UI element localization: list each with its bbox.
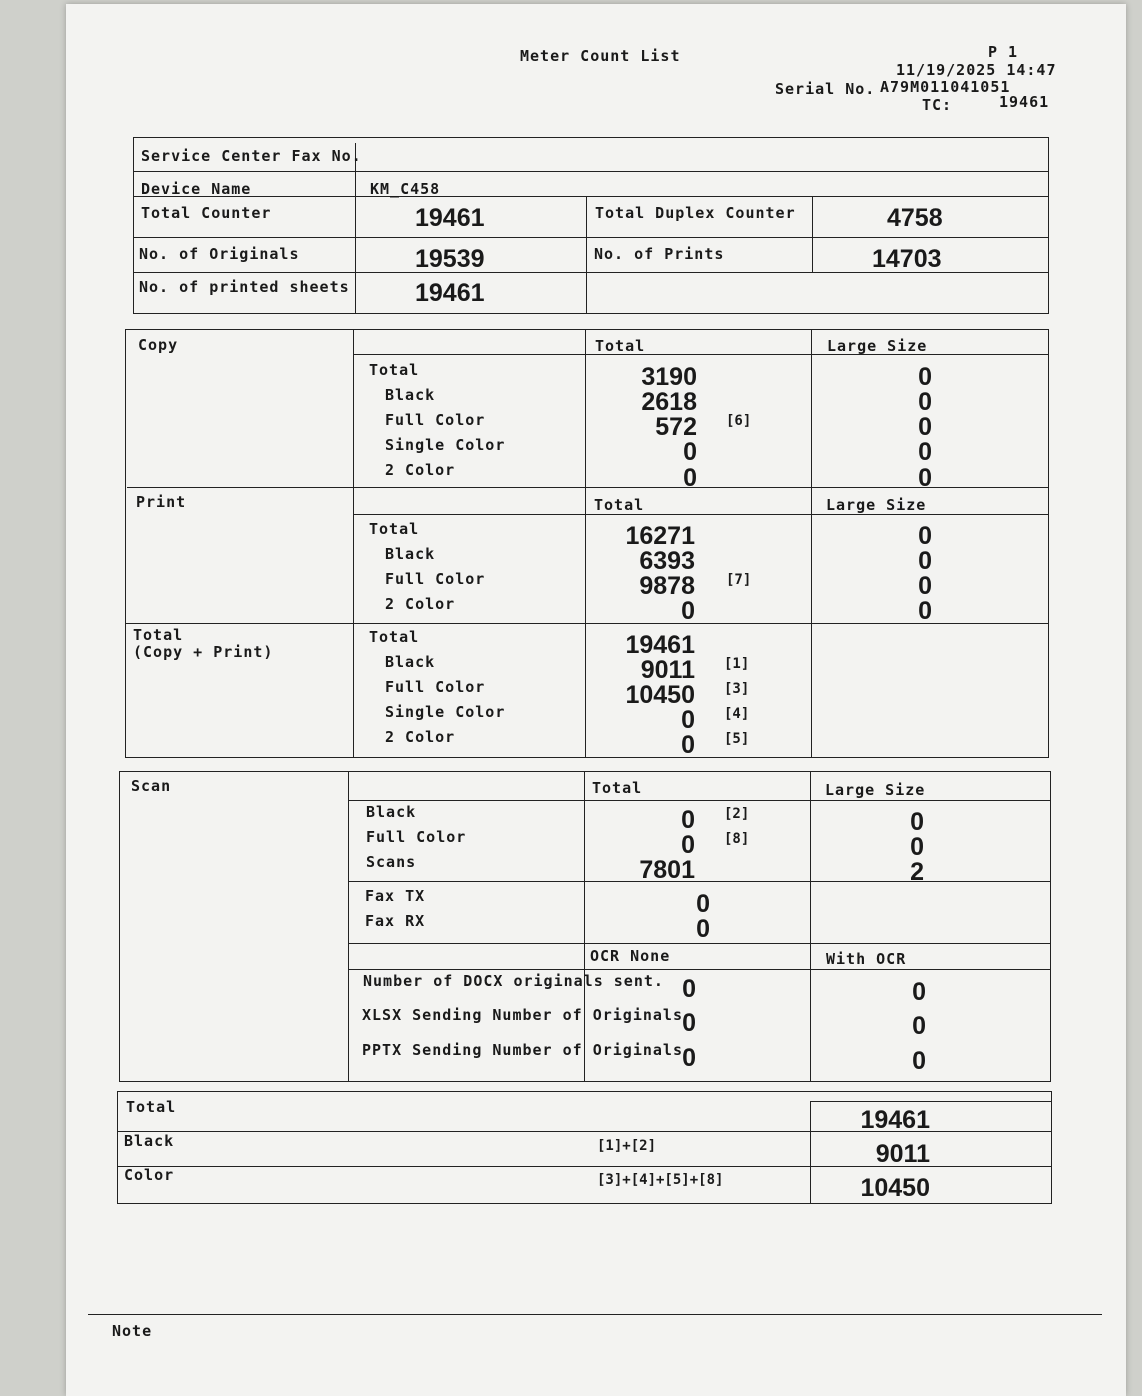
summary-black-label: Black bbox=[124, 1132, 175, 1150]
copy-print-total-value: 0 bbox=[681, 706, 695, 734]
duplex-counter-value: 4758 bbox=[887, 204, 943, 232]
print-col-large: Large Size bbox=[826, 496, 927, 514]
fax-number-label: Service Center Fax No. bbox=[141, 147, 362, 165]
copy-print-total-value: 0 bbox=[681, 731, 695, 759]
with-ocr-header: With OCR bbox=[826, 950, 907, 968]
print-total-value: 0 bbox=[681, 597, 695, 625]
copy-print-ref: [4] bbox=[724, 706, 750, 722]
scan-total-value: 7801 bbox=[639, 856, 695, 884]
scan-row-label: Full Color bbox=[366, 828, 467, 846]
device-name-value: KM_C458 bbox=[370, 180, 441, 198]
print-total-value: 9878 bbox=[639, 572, 695, 600]
printed-sheets-label: No. of printed sheets bbox=[139, 278, 350, 296]
scan-row-label: Scans bbox=[366, 853, 417, 871]
scan-large-value: 0 bbox=[910, 808, 924, 836]
copy-row-label: Total bbox=[369, 361, 420, 379]
print-large-value: 0 bbox=[918, 597, 932, 625]
print-total-value: 6393 bbox=[639, 547, 695, 575]
ocr-none-value: 0 bbox=[682, 975, 696, 1003]
device-name-label: Device Name bbox=[141, 180, 252, 198]
serial-label: Serial No. bbox=[775, 80, 876, 98]
ocr-none-value: 0 bbox=[682, 1044, 696, 1072]
scan-total-value: 0 bbox=[681, 806, 695, 834]
scan-section-label: Scan bbox=[131, 777, 172, 795]
scan-large-value: 2 bbox=[910, 858, 924, 886]
page-number: P 1 bbox=[988, 43, 1019, 61]
total-counter-value: 19461 bbox=[415, 204, 485, 232]
tc-value: 19461 bbox=[999, 93, 1050, 111]
copy-col-total: Total bbox=[595, 337, 646, 355]
total-counter-label: Total Counter bbox=[141, 204, 272, 222]
print-col-total: Total bbox=[594, 496, 645, 514]
print-row-label: Black bbox=[385, 545, 436, 563]
copy-total-value: 2618 bbox=[641, 388, 697, 416]
copy-print-ref: [1] bbox=[724, 656, 750, 672]
with-ocr-value: 0 bbox=[912, 1047, 926, 1075]
summary-total-label: Total bbox=[126, 1098, 177, 1116]
copy-ref: [6] bbox=[726, 413, 752, 429]
copy-print-ref: [3] bbox=[724, 681, 750, 697]
serial-number: A79M011041051 bbox=[880, 78, 1011, 96]
copy-print-section-sublabel: (Copy + Print) bbox=[133, 643, 274, 661]
summary-color-label: Color bbox=[124, 1166, 175, 1184]
copy-large-value: 0 bbox=[918, 388, 932, 416]
scan-total-value: 0 bbox=[681, 831, 695, 859]
summary-total-value: 19461 bbox=[860, 1106, 930, 1134]
copy-row-label: Single Color bbox=[385, 436, 506, 454]
print-total-value: 16271 bbox=[625, 522, 695, 550]
scan-col-large: Large Size bbox=[825, 781, 926, 799]
note-label: Note bbox=[112, 1322, 153, 1340]
printed-sheets-value: 19461 bbox=[415, 279, 485, 307]
ocr-none-value: 0 bbox=[682, 1009, 696, 1037]
print-row-label: Full Color bbox=[385, 570, 486, 588]
copy-row-label: 2 Color bbox=[385, 461, 456, 479]
copy-total-value: 0 bbox=[683, 438, 697, 466]
copy-print-row-label: Total bbox=[369, 628, 420, 646]
fax-rx-value: 0 bbox=[696, 915, 710, 943]
copy-print-row-label: Single Color bbox=[385, 703, 506, 721]
copy-large-value: 0 bbox=[918, 413, 932, 441]
print-row-label: Total bbox=[369, 520, 420, 538]
copy-large-value: 0 bbox=[918, 363, 932, 391]
note-divider bbox=[88, 1314, 1102, 1315]
print-large-value: 0 bbox=[918, 547, 932, 575]
copy-print-total-value: 10450 bbox=[625, 681, 695, 709]
copy-large-value: 0 bbox=[918, 438, 932, 466]
with-ocr-value: 0 bbox=[912, 978, 926, 1006]
copy-row-label: Black bbox=[385, 386, 436, 404]
summary-color-formula: [3]+[4]+[5]+[8] bbox=[597, 1172, 724, 1188]
prints-label: No. of Prints bbox=[594, 245, 725, 263]
ocr-none-header: OCR None bbox=[590, 947, 671, 965]
copy-col-large: Large Size bbox=[827, 337, 928, 355]
summary-black-formula: [1]+[2] bbox=[597, 1138, 657, 1154]
copy-print-row-label: Full Color bbox=[385, 678, 486, 696]
ocr-row-label: Number of DOCX originals sent. bbox=[363, 972, 664, 990]
copy-row-label: Full Color bbox=[385, 411, 486, 429]
ocr-row-label: PPTX Sending Number of Originals bbox=[362, 1041, 683, 1059]
copy-print-ref: [5] bbox=[724, 731, 750, 747]
originals-label: No. of Originals bbox=[139, 245, 300, 263]
print-row-label: 2 Color bbox=[385, 595, 456, 613]
fax-tx-label: Fax TX bbox=[365, 887, 426, 905]
ocr-row-label: XLSX Sending Number of Originals bbox=[362, 1006, 683, 1024]
print-datetime: 11/19/2025 14:47 bbox=[896, 61, 1057, 79]
copy-print-section-label: Total bbox=[133, 626, 184, 644]
prints-value: 14703 bbox=[872, 245, 942, 273]
scan-ref: [2] bbox=[724, 806, 750, 822]
fax-rx-label: Fax RX bbox=[365, 912, 426, 930]
copy-print-total-value: 9011 bbox=[640, 656, 695, 684]
duplex-counter-label: Total Duplex Counter bbox=[595, 204, 796, 222]
copy-total-value: 572 bbox=[655, 413, 697, 441]
copy-section-label: Copy bbox=[138, 336, 179, 354]
copy-print-total-value: 19461 bbox=[625, 631, 695, 659]
scan-ref: [8] bbox=[724, 831, 750, 847]
scan-col-total: Total bbox=[592, 779, 643, 797]
copy-total-value: 3190 bbox=[641, 363, 697, 391]
print-section-label: Print bbox=[136, 493, 187, 511]
scan-large-value: 0 bbox=[910, 833, 924, 861]
print-large-value: 0 bbox=[918, 522, 932, 550]
copy-total-value: 0 bbox=[683, 464, 697, 492]
fax-tx-value: 0 bbox=[696, 890, 710, 918]
scan-row-label: Black bbox=[366, 803, 417, 821]
with-ocr-value: 0 bbox=[912, 1012, 926, 1040]
copy-large-value: 0 bbox=[918, 464, 932, 492]
summary-color-value: 10450 bbox=[860, 1174, 930, 1202]
copy-print-row-label: 2 Color bbox=[385, 728, 456, 746]
print-large-value: 0 bbox=[918, 572, 932, 600]
page-title: Meter Count List bbox=[520, 47, 681, 65]
originals-value: 19539 bbox=[415, 245, 485, 273]
print-ref: [7] bbox=[726, 572, 752, 588]
tc-label: TC: bbox=[922, 96, 953, 114]
copy-print-row-label: Black bbox=[385, 653, 436, 671]
summary-black-value: 9011 bbox=[875, 1140, 930, 1168]
